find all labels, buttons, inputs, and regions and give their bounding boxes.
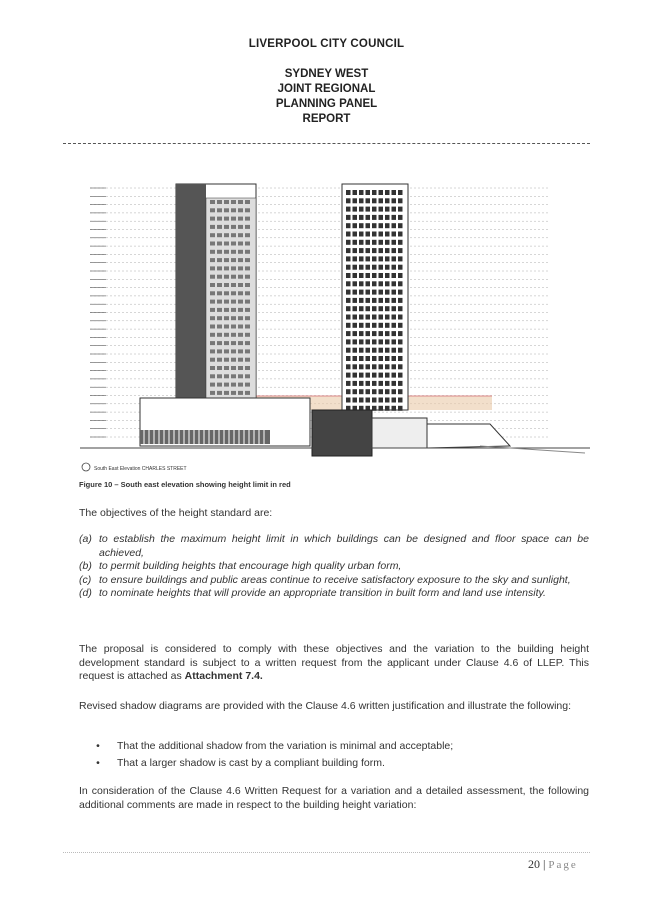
shadow-paragraph: Revised shadow diagrams are provided with the Clause 4.6 written justification and illustrate the following: <box>79 700 572 712</box>
elevation-drawing <box>80 178 590 476</box>
compliance-text: The proposal is considered to comply with these objectives and the variation to the building height development standard is subject to a written request from the applicant under Clause 4.6 of LLEP. This request is attached as <box>79 643 589 682</box>
page-separator: | <box>543 857 546 871</box>
objective-text: to nominate heights that will provide an appropriate transition in built form and land use intensity. <box>99 587 546 599</box>
panel-title-line: REPORT <box>302 113 351 125</box>
list-item <box>79 574 589 588</box>
bullet-icon: • <box>96 756 100 769</box>
panel-title-line: JOINT REGIONAL <box>277 83 376 95</box>
page-number: 20 <box>528 857 540 871</box>
objective-text: to ensure buildings and public areas continue to receive satisfactory exposure to the sky and sunlight, <box>99 573 571 586</box>
page-number-footer <box>528 857 578 872</box>
list-item <box>79 533 589 560</box>
list-item <box>79 587 589 601</box>
objective-text: to establish the maximum height limit in which buildings can be designed and floor space can be achieved, <box>99 533 589 559</box>
drawing-label: South East Elevation CHARLES STREET <box>94 466 187 472</box>
bullet-text: That the additional shadow from the variation is minimal and acceptable; <box>117 740 454 752</box>
footer-divider <box>63 852 590 853</box>
bullet-icon: • <box>96 740 100 752</box>
page-word: Page <box>548 859 578 871</box>
objective-label: (c) <box>79 573 92 586</box>
objective-text: to permit building heights that encourage high quality urban form, <box>99 560 402 572</box>
panel-title-line: PLANNING PANEL <box>275 98 378 110</box>
objectives-intro: The objectives of the height standard are: <box>79 507 273 519</box>
ground-slope <box>480 446 585 453</box>
attachment-reference: Attachment 7.4. <box>184 670 263 682</box>
objective-label: (a) <box>79 533 92 545</box>
objectives-list <box>79 533 589 601</box>
council-name: LIVERPOOL CITY COUNCIL <box>248 38 405 50</box>
report-header <box>0 38 653 127</box>
bullet-text: That a larger shadow is cast by a compliant building form. <box>117 756 385 769</box>
left-podium <box>140 398 310 446</box>
list-item <box>79 757 589 771</box>
header-divider <box>63 143 590 144</box>
assessment-paragraph: In consideration of the Clause 4.6 Written Request for a variation and a detailed assessment, the following additional comments are made in respect to the building height variation: <box>79 785 589 811</box>
list-item <box>79 740 589 754</box>
section-marker-icon <box>82 463 90 471</box>
objective-label: (b) <box>79 560 92 572</box>
objective-label: (d) <box>79 587 92 599</box>
compliance-paragraph <box>79 643 589 684</box>
panel-title <box>0 67 653 127</box>
figure-caption: Figure 10 – South east elevation showing height limit in red <box>79 480 291 489</box>
panel-title-line: SYDNEY WEST <box>284 68 369 80</box>
shadow-bullet-list <box>79 740 589 773</box>
middle-block <box>312 410 510 456</box>
right-tower <box>342 184 408 411</box>
list-item <box>79 560 589 574</box>
